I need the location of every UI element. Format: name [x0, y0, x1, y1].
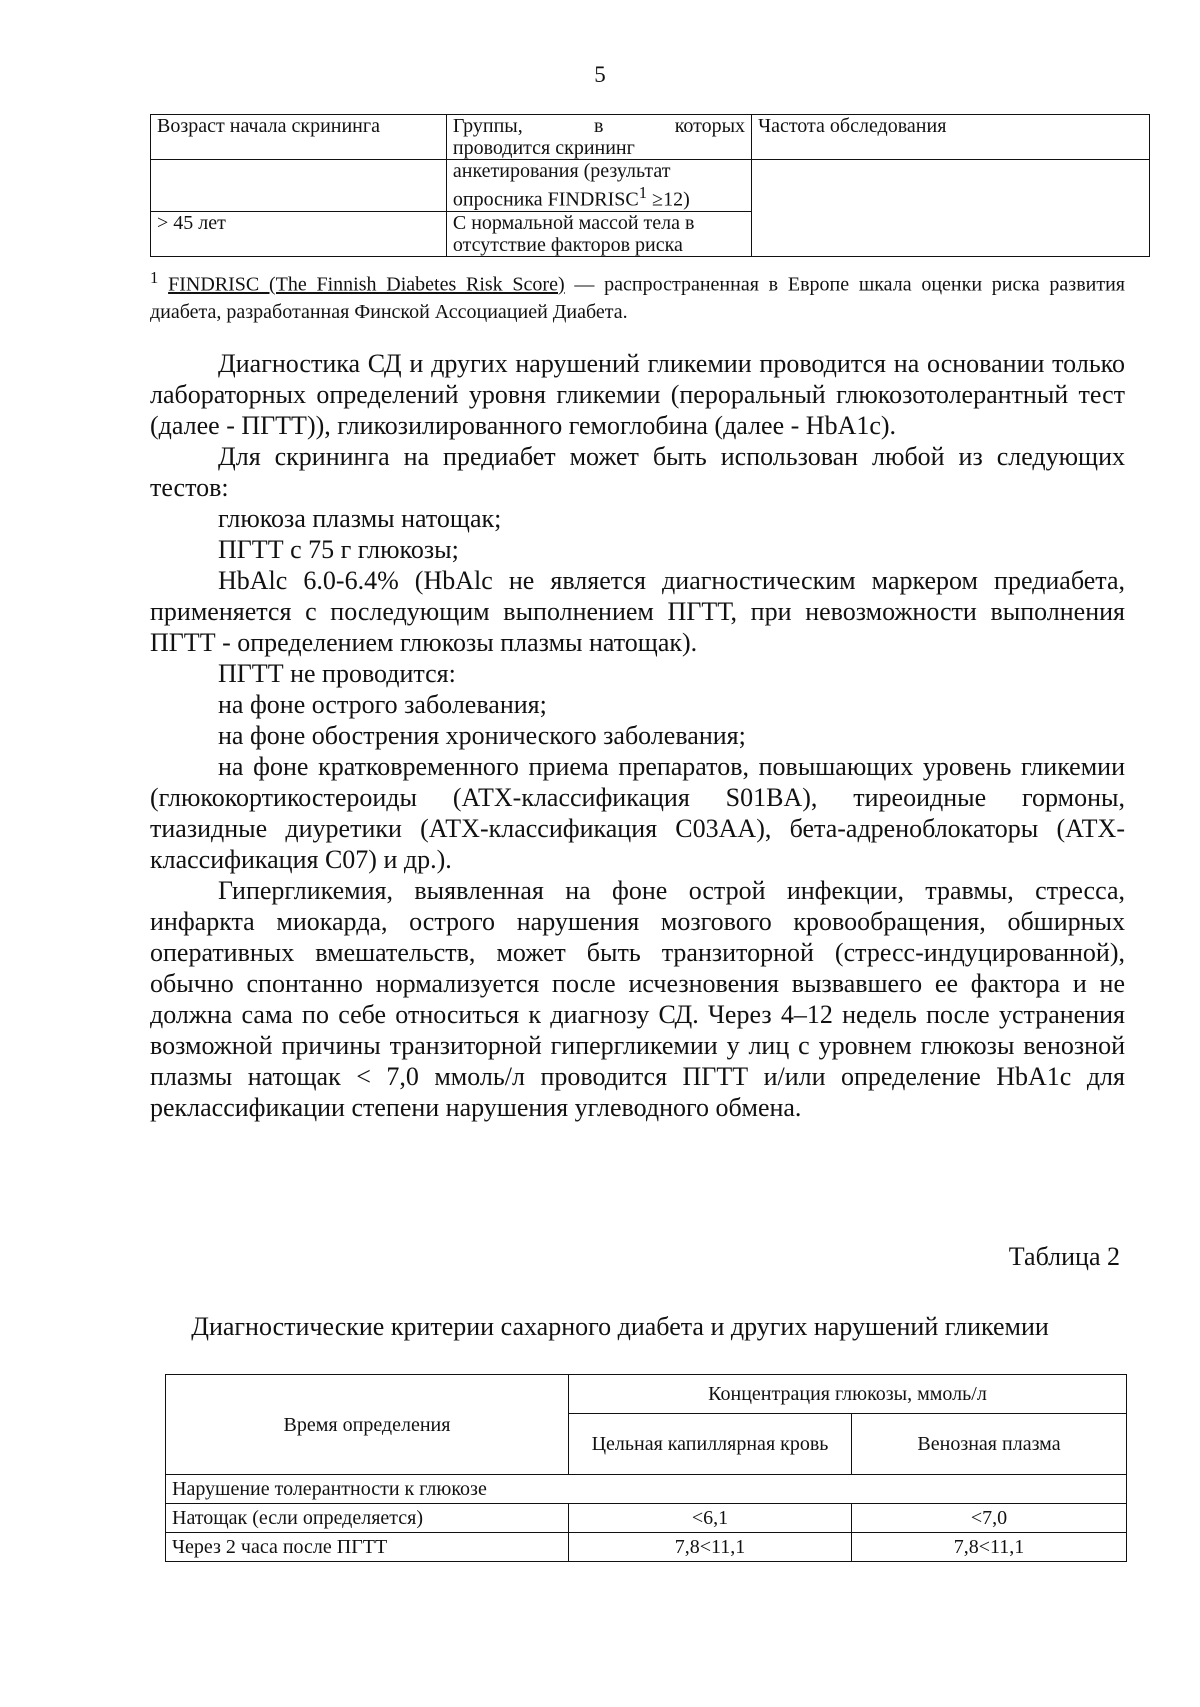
header-capillary: Цельная капиллярная кровь	[569, 1414, 852, 1475]
header-concentration: Концентрация глюкозы, ммоль/л	[569, 1375, 1127, 1414]
paragraph: Диагностика СД и других нарушений гликемии проводится на основании только лабораторных определений уровня гликемии (пероральный глюкозотолерантный тест (далее - ПГТТ)), гликозилированного гемоглобина (далее - HbA1c).	[150, 349, 1125, 440]
paragraph: HbAlc 6.0-6.4% (HbAlc не является диагностическим маркером предиабета, применяется с последующим выполнением ПГТТ, при невозможности выполнения ПГТТ - определением глюкозы плазмы натощак).	[150, 566, 1125, 657]
cell-venous: 7,8<11,1	[852, 1533, 1127, 1562]
groups-line: анкетирования (результат	[452, 160, 671, 182]
header-frequency: Частота обследования	[752, 115, 1150, 160]
list-item: ПГТТ не проводится:	[218, 659, 456, 688]
table-cell-groups	[446, 211, 751, 256]
cell-venous: <7,0	[852, 1504, 1127, 1533]
footnote-text: — распространенная в Европе шкала оценки риска развития диабета, разработанная Финской Ассоциацией Диабета.	[150, 273, 1125, 323]
header-groups-word: в	[594, 115, 604, 137]
table-title: Диагностические критерии сахарного диабета и других нарушений гликемии	[191, 1312, 1049, 1341]
table-label: Таблица 2	[1008, 1242, 1120, 1271]
footnote-link[interactable]: FINDRISC (The Finnish Diabetes Risk Score)	[168, 273, 565, 296]
cell-time: Натощак (если определяется)	[166, 1504, 569, 1533]
header-groups	[446, 115, 751, 160]
table-cell-groups	[446, 160, 751, 212]
table-header-row	[151, 115, 1150, 160]
groups-line: отсутствие факторов риска	[452, 233, 683, 256]
cell-capillary: 7,8<11,1	[569, 1533, 852, 1562]
body-text	[150, 348, 1125, 1123]
header-age: Возраст начала скрининга	[151, 115, 447, 160]
cell-time: Через 2 часа после ПГТТ	[166, 1533, 569, 1562]
screening-table	[150, 114, 1150, 257]
header-groups-line2: проводится скрининг	[452, 137, 635, 159]
section-title: Нарушение толерантности к глюкозе	[166, 1475, 1127, 1504]
header-groups-word: Группы,	[452, 115, 523, 137]
paragraph: на фоне кратковременного приема препаратов, повышающих уровень гликемии (глюкокортикостероиды (АТХ-классификация S01BA), тиреоидные гормоны, тиазидные диуретики (АТХ-классификация С03АА), бета-адреноблокаторы (АТХ-классификация С07) и др.).	[150, 752, 1125, 874]
list-item: ПГТТ с 75 г глюкозы;	[218, 535, 459, 564]
list-item: на фоне острого заболевания;	[218, 690, 547, 719]
paragraph: Для скрининга на предиабет может быть использован любой из следующих тестов:	[150, 442, 1125, 502]
groups-text: опросника FINDRISC	[452, 188, 639, 211]
cell-capillary: <6,1	[569, 1504, 852, 1533]
criteria-table	[165, 1374, 1127, 1562]
page-number: 5	[594, 62, 606, 87]
paragraph: Гипергликемия, выявленная на фоне острой инфекции, травмы, стресса, инфаркта миокарда, острого нарушения мозгового кровообращения, обширных оперативных вмешательств, может быть транзиторной (стресс-индуцированной), обычно спонтанно нормализуется после исчезновения вызвавшего ее фактора и не должна сама по себе относиться к диагнозу СД. Через 4–12 недель после устранения возможной причины транзиторной гипергликемии у лиц с уровнем глюкозы венозной плазмы натощак < 7,0 ммоль/л проводится ПГТТ и/или определение HbA1c для реклассификации степени нарушения углеводного обмена.	[150, 876, 1125, 1122]
header-venous: Венозная плазма	[852, 1414, 1127, 1475]
list-item: глюкоза плазмы натощак;	[218, 504, 502, 533]
table-row	[166, 1504, 1127, 1533]
table-row	[151, 160, 1150, 212]
header-groups-word: которых	[674, 115, 746, 137]
groups-text: ≥12)	[647, 188, 690, 211]
footnote-marker: 1	[150, 268, 159, 287]
table-header-row	[166, 1375, 1127, 1414]
table-section-row	[166, 1475, 1127, 1504]
footnote	[150, 264, 1125, 326]
table-cell-frequency	[752, 160, 1150, 257]
footnote-ref: 1	[638, 183, 648, 202]
table-cell-age: > 45 лет	[151, 211, 447, 256]
table-cell-empty	[151, 160, 447, 212]
header-time: Время определения	[166, 1375, 569, 1475]
table-row	[166, 1533, 1127, 1562]
list-item: на фоне обострения хронического заболевания;	[218, 721, 746, 750]
groups-line	[453, 182, 745, 211]
groups-line: С нормальной массой тела в	[452, 211, 695, 234]
